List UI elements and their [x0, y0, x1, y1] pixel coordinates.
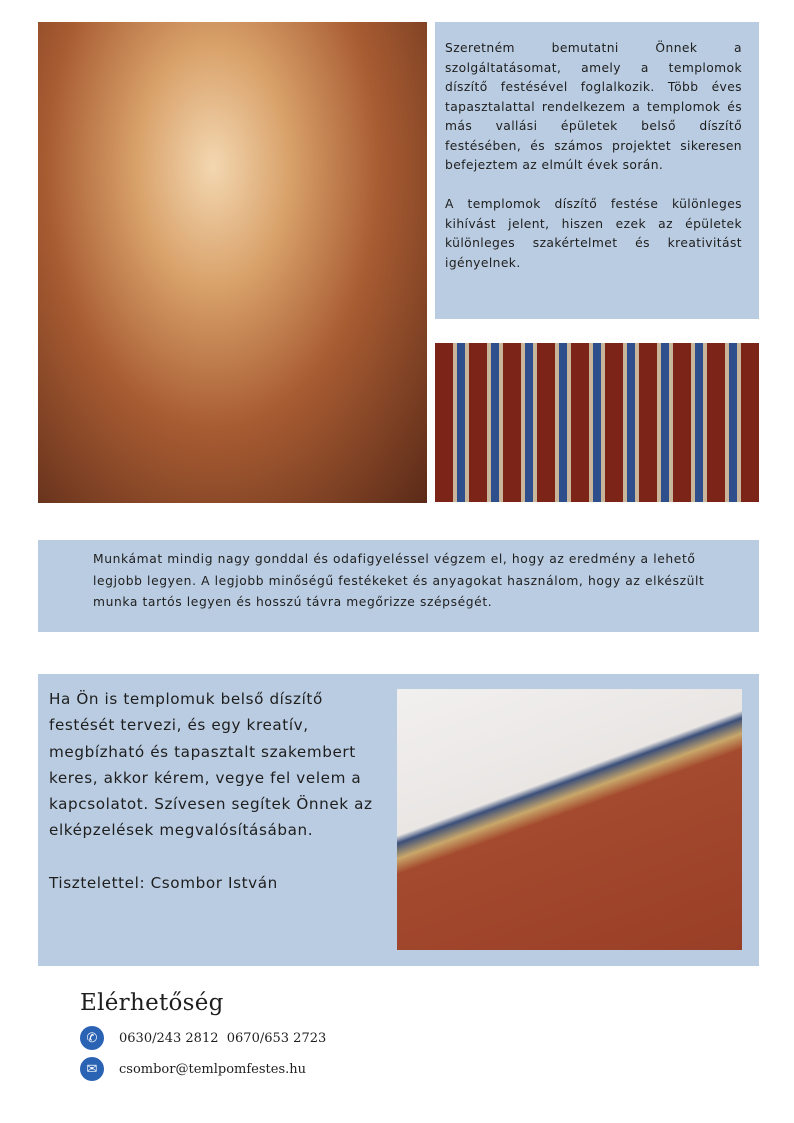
signature: Tisztelettel: Csombor István — [49, 873, 278, 892]
phone-numbers[interactable]: 0630/243 2812 0670/653 2723 — [119, 1030, 327, 1046]
quality-text: Munkámat mindig nagy gonddal és odafigyeléssel végzem el, hogy az eredmény a lehető legjobb legyen. A legjobb minőségű festékeket és anyagokat használom, hogy az elkészült munka tartós legyen és hosszú távra megőrizze szépségét. — [93, 552, 705, 609]
email-icon: ✉ — [80, 1057, 104, 1081]
contact-section — [80, 990, 327, 1077]
intro-paragraph-2: A templomok díszítő festése különleges kihívást jelent, hiszen ezek az épületek különleges szakértelmet és kreativitást igényelnek. — [445, 197, 742, 270]
painted-ceiling-photo — [435, 343, 759, 502]
church-altar-photo — [38, 22, 427, 503]
contact-title: Elérhetőség — [80, 990, 224, 1016]
email-row — [80, 1057, 306, 1081]
phone-icon: ✆ — [80, 1026, 104, 1050]
email-address[interactable]: csombor@temlpomfestes.hu — [119, 1061, 306, 1077]
quality-panel — [38, 540, 759, 632]
phone-row — [80, 1026, 326, 1050]
intro-panel — [435, 22, 759, 319]
painted-arch-photo — [397, 689, 742, 950]
closing-text: Ha Ön is templomuk belső díszítő festését tervezi, és egy kreatív, megbízható és tapasztalt szakembert keres, akkor kérem, vegye fel velem a kapcsolatot. Szívesen segítek Önnek az elképzelések megvalósításában. — [49, 690, 373, 840]
intro-paragraph-1: Szeretném bemutatni Önnek a szolgáltatásomat, amely a templomok díszítő festésével foglalkozik. Több éves tapasztalattal rendelkezem a templomok és más vallási épületek belső díszítő festésében, és számos projektet sikeresen befejeztem az elmúlt évek során. — [445, 41, 742, 172]
